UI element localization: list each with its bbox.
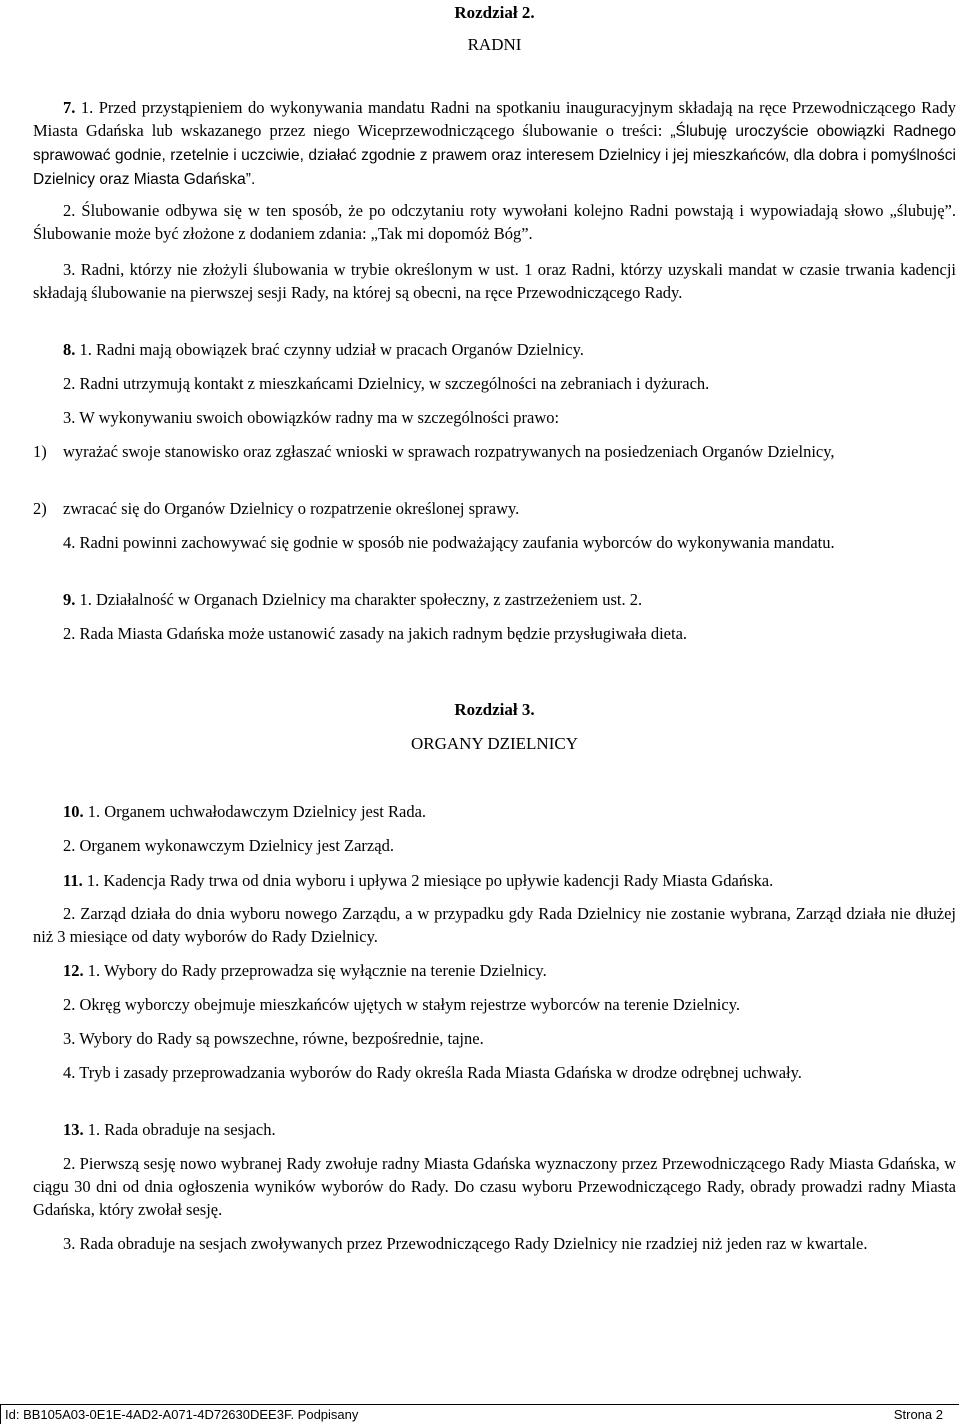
art8-par3: 3. W wykonywaniu swoich obowiązków radny ma w szczególności prawo:: [63, 408, 560, 427]
art8-par1: [33, 338, 956, 361]
art13-par3: 3. Rada obraduje na sesjach zwoływanych przez Przewodniczącego Rady Dzielnicy nie rzadziej niż jeden raz w kwartale.: [63, 1234, 868, 1253]
art8-list-item-1: [33, 440, 956, 463]
chapter-2-label: Rozdział 2.: [454, 3, 535, 22]
art12-par1-text: 1. Wybory do Rady przeprowadza się wyłącznie na terenie Dzielnicy.: [87, 961, 547, 980]
art12-number: 12.: [63, 961, 84, 980]
document-id: Id: BB105A03-0E1E-4AD2-A071-4D72630DEE3F. Podpisany: [5, 1407, 359, 1422]
art8-list-item-2: [33, 497, 956, 520]
art9-number: 9.: [63, 590, 76, 609]
art7-number: 7.: [63, 98, 76, 117]
art12-par4: 4. Tryb i zasady przeprowadzania wyborów do Rady określa Rada Miasta Gdańska w drodze odrębnej uchwały.: [63, 1063, 802, 1082]
art7-par1-text: Przed przystąpieniem do wykonywania mandatu Radni na spotkaniu inauguracyjnym składają na ręce Przewodniczącego Rady Miasta Gdańska lub wskazanego przez niego Wiceprzewodniczącego ślubowanie o treści:: [33, 98, 956, 140]
page-number: Strona 2: [893, 1407, 943, 1422]
art13-par1-text: 1. Rada obraduje na sesjach.: [87, 1120, 276, 1139]
art13-number: 13.: [63, 1120, 84, 1139]
art8-number: 8.: [63, 340, 76, 359]
art10-par1-text: 1. Organem uchwałodawczym Dzielnicy jest Rada.: [87, 802, 427, 821]
art7-oath-text: „Ślubuję uroczyście obowiązki Radnego sprawować godnie, rzetelnie i uczciwie, działać zgodnie z prawem oraz interesem Dzielnicy i jej mieszkańców, dla dobra i pomyślności Dzielnicy oraz Miasta Gdańska”.: [33, 123, 956, 188]
list-item-text: wyrażać swoje stanowisko oraz zgłaszać wnioski w sprawach rozpatrywanych na posiedzeniach Organów Dzielnicy,: [63, 442, 835, 461]
art9-par1-text: 1. Działalność w Organach Dzielnicy ma charakter społeczny, z zastrzeżeniem ust. 2.: [79, 590, 643, 609]
chapter-2-title: RADNI: [467, 35, 522, 54]
chapter-3-title: ORGANY DZIELNICY: [411, 734, 578, 753]
art7-par1-num: 1.: [80, 98, 94, 117]
art12-par2: 2. Okręg wyborczy obejmuje mieszkańców ujętych w stałym rejestrze wyborców na terenie Dzielnicy.: [63, 995, 741, 1014]
list-item-number: 2): [33, 499, 47, 518]
art10-number: 10.: [63, 802, 84, 821]
art9-par2: 2. Rada Miasta Gdańska może ustanowić zasady na jakich radnym będzie przysługiwała dieta.: [63, 624, 688, 643]
art9-par1: [33, 588, 956, 611]
art12-par1: [33, 959, 956, 982]
art13-par1: [33, 1118, 956, 1141]
art7-par3: 3. Radni, którzy nie złożyli ślubowania w trybie określonym w ust. 1 oraz Radni, którzy uzyskali mandat w czasie trwania kadencji składają ślubowanie na pierwszej sesji Rady, na której są obecni, na ręce Przewodniczącego Rady.: [33, 260, 956, 302]
page-footer: [0, 1404, 959, 1424]
chapter-3-label: Rozdział 3.: [454, 700, 535, 719]
art12-par3: 3. Wybory do Rady są powszechne, równe, bezpośrednie, tajne.: [63, 1029, 484, 1048]
art10-par1: [33, 800, 956, 823]
art8-par4: 4. Radni powinni zachowywać się godnie w sposób nie podważający zaufania wyborców do wykonywania mandatu.: [63, 533, 835, 552]
art10-par2: 2. Organem wykonawczym Dzielnicy jest Zarząd.: [63, 836, 394, 855]
art7-par1: [33, 96, 956, 191]
art11-par2: 2. Zarząd działa do dnia wyboru nowego Zarządu, a w przypadku gdy Rada Dzielnicy nie zostanie wybrana, Zarząd działa nie dłużej niż 3 miesiące od daty wyborów do Rady Dzielnicy.: [33, 904, 956, 946]
art11-par1-text: 1. Kadencja Rady trwa od dnia wyboru i upływa 2 miesiące po upływie kadencji Rady Miasta Gdańska.: [86, 871, 774, 890]
art11-par1: [33, 869, 956, 892]
list-item-number: 1): [33, 442, 47, 461]
list-item-text: zwracać się do Organów Dzielnicy o rozpatrzenie określonej sprawy.: [63, 499, 520, 518]
art8-par2: 2. Radni utrzymują kontakt z mieszkańcami Dzielnicy, w szczególności na zebraniach i dyżurach.: [63, 374, 710, 393]
art11-number: 11.: [63, 871, 83, 890]
art7-par2: 2. Ślubowanie odbywa się w ten sposób, że po odczytaniu roty wywołani kolejno Radni powstają i wypowiadają słowo „ślubuję”. Ślubowanie może być złożone z dodaniem zdania: „Tak mi dopomóż Bóg”.: [33, 201, 956, 243]
art8-par1-text: 1. Radni mają obowiązek brać czynny udział w pracach Organów Dzielnicy.: [79, 340, 584, 359]
art13-par2: 2. Pierwszą sesję nowo wybranej Rady zwołuje radny Miasta Gdańska wyznaczony przez Przewodniczącego Rady Miasta Gdańska, w ciągu 30 dni od dnia ogłoszenia wyników wyborów do Rady. Do czasu wyboru Przewodniczącego Rady, obrady prowadzi radny Miasta Gdańska, który zwołał sesję.: [33, 1154, 956, 1219]
